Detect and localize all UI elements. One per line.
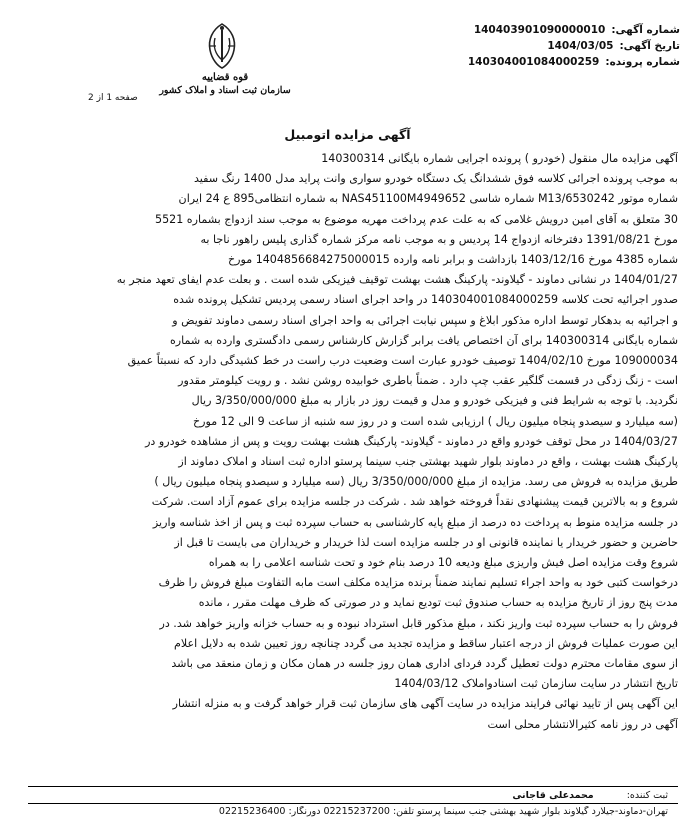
body-line: 109000034 مورخ 1404/02/10 توصیف خودرو عبارت است وضعیت درب راست در خط کشیدگی دارد که نسبتاً عمیق (127, 354, 678, 368)
body-line: صدور اجرائیه تحت کلاسه 140304001084000259 در واحد اجرای اسناد رسمی پردیس تشکیل پرونده شده (173, 293, 678, 307)
footer-divider (28, 786, 678, 787)
judiciary-emblem-icon (200, 20, 244, 70)
registrar-row (512, 790, 668, 801)
body-line: در جلسه مزایده منوط به پرداخت ده درصد از مبلغ پایه کارشناسی به حساب سپرده ثبت و پس از اخذ شناسه واریز (152, 515, 678, 529)
body-line: شماره موتور M13/6530242 شماره شاسی NAS451100M4949652 به شماره انتظامی895 ع 24 ایران (178, 192, 678, 206)
ad-date-row (380, 38, 680, 54)
body-line: پارکینگ هشت بهشت ، واقع در دماوند بلوار شهید بهشتی جنب سینما پرستو اداره ثبت اسناد و املاک دماوند از (178, 455, 678, 469)
case-number-label: شماره پرونده: (605, 56, 680, 68)
organization-block (155, 72, 295, 96)
ad-number-label: شماره آگهی: (611, 24, 680, 36)
body-line: است - زنگ زدگی در قسمت گلگیر عقب چپ دارد . ضمناً باطری خوابیده روشن نشد . و رویت کیلومتر مقدور (178, 374, 678, 388)
footer-divider-2 (28, 803, 678, 804)
org-main-name: قوه قضاییه (201, 72, 249, 83)
body-line: شماره بایگانی 140300314 برای آن اختصاص یافت برابر گزارش کارشناس رسمی دادگستری وارده به شماره (169, 333, 678, 347)
body-line: حاضرین و حضور خریدار یا نماینده قانونی او در جلسه مزایده است لذا خریدار و خریداران می بایست تا قبل از (174, 535, 678, 549)
body-line: شروع و به بالاترین قیمت پیشنهادی نقداً فروخته خواهد شد . شرکت در جلسه مزایده برای عموم آزاد است. شرکت (151, 495, 678, 509)
body-line: مورخ 1391/08/21 دفترخانه ازدواج 14 پردیس و به موجب نامه مرکز شماره گذاری پلیس راهور ناجا به (200, 232, 678, 246)
org-sub-name: سازمان ثبت اسناد و املاک کشور (159, 85, 291, 96)
ad-date: 1404/03/05 (547, 40, 614, 52)
body-line: طریق مزایده به فروش می رسد. مزایده از مبلغ 3/350/000/000 ریال (سه میلیارد و سیصدو پنجاه میلیون ریال ) (154, 475, 678, 489)
body-line: درخواست کتبی خود به واحد اجراء تسلیم نمایند ضمناً برنده مزایده مکلف است مابه التفاوت مبلغ فروش را ظرف (158, 576, 678, 590)
notice-title: آگهی مزایده اتومبیل (284, 127, 411, 142)
ad-number-row (380, 22, 680, 38)
body-line: آگهی در روز نامه کثیرالانتشار محلی است (487, 717, 678, 731)
body-line: تاریخ انتشار در سایت سازمان ثبت اسنادواملاک 1404/03/12 (394, 677, 678, 691)
body-line: آگهی مزایده مال منقول (خودرو ) پرونده اجرایی شماره بایگانی 140300314 (321, 152, 678, 165)
ad-number: 140403901090000010 (473, 24, 606, 36)
body-line: فروش را به حساب سپرده ثبت واریز نکند ، مبلغ مذکور قابل استرداد نبوده و به حساب خزانه واریز خواهد شد. در (159, 616, 678, 630)
body-line: و اجرائیه به بدهکار توسط اداره مذکور ابلاغ و سپس نیابت اجرائی به واحد اجرای اسناد رسمی دماوند تفویض و (172, 313, 678, 327)
body-line: این صورت عملیات فروش از درجه اعتبار ساقط و مزایده تجدید می گردد چنانچه روز تعیین شده به دلایل اعلام (174, 636, 678, 650)
body-line: از سوی مقامات محترم دولت تعطیل گردد فردای اداری همان روز جلسه در همان مکان و زمان منعقد می باشد (171, 657, 678, 671)
office-address: تهران-دماوند-جیلارد گیلاوند بلوار شهید بهشتی جنب سینما پرستو تلفن: 02215237200 دورنگار: 02215236400 (218, 806, 668, 817)
body-line: شروع وقت مزایده اصل فیش واریزی مبلغ ودیعه 10 درصد بنام خود و تحت شناسه اعلامی را به همراه (208, 556, 678, 570)
body-line: شماره 4385 مورخ 1403/12/16 بازداشت و برابر نامه وارده 1404856684275000015 مورخ (227, 253, 678, 267)
case-number: 140304001084000259 (467, 56, 600, 68)
body-line: 1404/03/27 در محل توقف خودرو واقع در دماوند - گیلاوند- پارکینگ هشت بهشت رویت و پس از مشاهده خودرو در (145, 434, 678, 448)
page-number: صفحه 1 از 2 (88, 93, 138, 103)
body-line: مدت پنج روز از تاریخ مزایده به حساب صندوق ثبت تودیع نماید و در صورتی که ظرف مهلت مقرر ، مانده (198, 596, 678, 610)
body-line: (سه میلیارد و سیصدو پنجاه میلیون ریال ) ارزیابی شده است و در روز سه شنبه از ساعت 9 الی 12 مورخ (192, 414, 678, 428)
body-line: به موجب پرونده اجرائی کلاسه فوق ششدانگ یک دستگاه خودرو سواری وانت پراید مدل 1400 رنگ سفید (193, 172, 678, 186)
registrar-label: ثبت کننده: (626, 790, 668, 801)
body-line: 1404/01/27 در نشانی دماوند - گیلاوند- پارکینگ هشت بهشت توقیف فیزیکی شده است . و بعلت عدم ایفای تعهد منجر به (116, 273, 678, 287)
case-number-row (380, 54, 680, 70)
ad-date-label: تاریخ آگهی: (619, 40, 680, 52)
ad-meta-block (380, 22, 680, 70)
notice-body (28, 149, 678, 759)
body-line: نگردید. با توجه به شرایط فنی و فیزیکی خودرو و مدل و قیمت روز در بازار به مبلغ 3/350/000/000 ریال (191, 394, 678, 408)
body-line: 30 متعلق به آقای امین درویش غلامی که به علت عدم پرداخت مهریه موضوع به موجب سند ازدواج بشماره 5521 (155, 212, 678, 226)
registrar-name: محمدعلی قاجانی (512, 790, 594, 801)
body-line: این آگهی پس از تایید نهائی فرایند مزایده در سایت آگهی های سازمان ثبت قرار خواهد گرفت و به منزله انتشار (172, 697, 678, 711)
